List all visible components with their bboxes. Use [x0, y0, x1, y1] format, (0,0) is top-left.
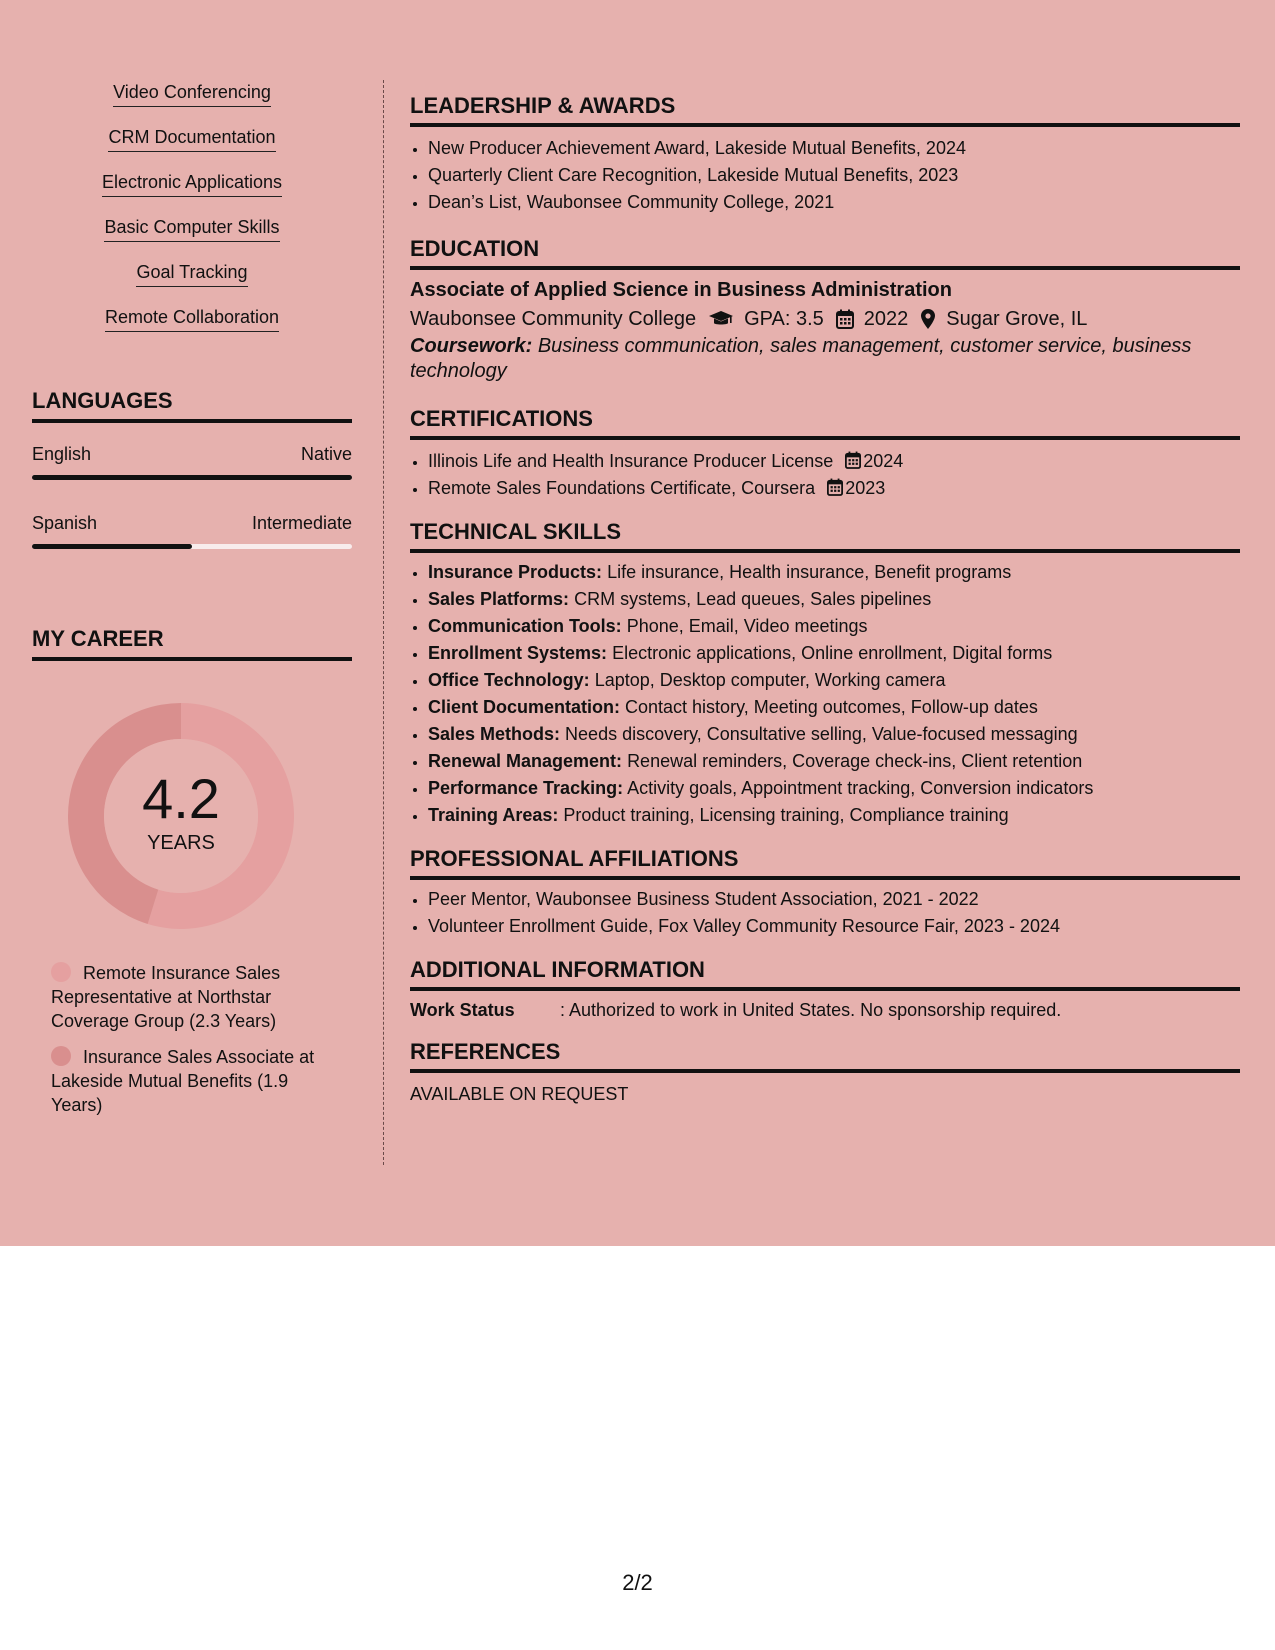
references-text: AVAILABLE ON REQUEST	[410, 1084, 629, 1104]
skill-values: Renewal reminders, Coverage check-ins, Client retention	[627, 751, 1083, 771]
skills-list	[32, 80, 352, 350]
coursework-label: Coursework:	[410, 335, 533, 357]
career-role-text: Remote Insurance Sales Representative at Northstar Coverage Group (2.3 Years)	[51, 963, 281, 1031]
language-item	[32, 512, 352, 549]
leadership-list	[410, 135, 1240, 216]
skill-item	[32, 80, 352, 125]
certification-year: 2024	[863, 451, 904, 471]
skill-label: Electronic Applications	[102, 170, 282, 197]
degree-title: Associate of Applied Science in Business Administration	[410, 279, 952, 301]
calendar-icon	[845, 451, 861, 469]
list-item: • Dean’s List, Waubonsee Community College, 2021	[428, 189, 1240, 216]
skill-label: Video Conferencing	[113, 80, 271, 107]
language-proficiency-fill	[32, 475, 352, 480]
affiliations-list	[410, 886, 1240, 940]
work-status-label: Work Status	[410, 1000, 515, 1020]
list-item	[428, 640, 1240, 667]
career-role	[51, 1045, 341, 1117]
language-proficiency-bar	[32, 475, 352, 480]
language-proficiency-fill	[32, 544, 192, 549]
list-item: • New Producer Achievement Award, Lakeside Mutual Benefits, 2024	[428, 135, 1240, 162]
gpa: GPA: 3.5	[744, 308, 824, 330]
list-item	[428, 775, 1240, 802]
skill-category: Insurance Products:	[428, 562, 603, 582]
skill-values: Activity goals, Appointment tracking, Conversion indicators	[627, 778, 1094, 798]
skill-category: Sales Platforms:	[428, 589, 570, 609]
certification-name: Remote Sales Foundations Certificate, Coursera	[428, 478, 816, 498]
list-item	[428, 586, 1240, 613]
list-item	[428, 613, 1240, 640]
page-number: 2/2	[622, 1570, 653, 1595]
list-item	[428, 448, 1240, 475]
skill-values: Life insurance, Health insurance, Benefit programs	[607, 562, 1012, 582]
coursework-text: Business communication, sales management, customer service, business technology	[410, 335, 1192, 382]
skill-values: Contact history, Meeting outcomes, Follow-up dates	[625, 697, 1038, 717]
languages-heading: LANGUAGES	[32, 387, 352, 423]
skill-values: CRM systems, Lead queues, Sales pipelines	[574, 589, 932, 609]
certification-name: Illinois Life and Health Insurance Producer License	[428, 451, 834, 471]
skill-values: Laptop, Desktop computer, Working camera	[594, 670, 946, 690]
skill-category: Training Areas:	[428, 805, 559, 825]
career-heading: MY CAREER	[32, 625, 352, 661]
work-status-value: : Authorized to work in United States. No sponsorship required.	[560, 1000, 1062, 1020]
language-name: English	[32, 444, 92, 464]
affiliations-heading: PROFESSIONAL AFFILIATIONS	[410, 845, 1240, 880]
education-heading: EDUCATION	[410, 235, 1240, 270]
skill-values: Needs discovery, Consultative selling, Value-focused messaging	[565, 724, 1078, 744]
skill-item	[32, 260, 352, 305]
calendar-icon	[836, 309, 854, 329]
skill-item	[32, 215, 352, 260]
location-pin-icon	[920, 308, 936, 330]
skill-category: Enrollment Systems:	[428, 643, 608, 663]
career-role-list	[32, 961, 341, 1117]
skill-values: Electronic applications, Online enrollment, Digital forms	[612, 643, 1053, 663]
skill-label: Basic Computer Skills	[104, 215, 279, 242]
list-item	[428, 748, 1240, 775]
list-item	[428, 802, 1240, 829]
graduation-cap-icon	[708, 309, 734, 329]
list-item	[428, 475, 1240, 502]
skill-category: Sales Methods:	[428, 724, 561, 744]
language-proficiency-bar	[32, 544, 352, 549]
skill-item	[32, 125, 352, 170]
list-item	[428, 667, 1240, 694]
list-item	[428, 559, 1240, 586]
language-level: Intermediate	[251, 513, 352, 533]
language-level: Native	[300, 444, 352, 464]
skill-label: Remote Collaboration	[105, 305, 279, 332]
leadership-heading: LEADERSHIP & AWARDS	[410, 92, 1240, 127]
list-item	[428, 721, 1240, 748]
graduation-year: 2022	[863, 308, 909, 330]
skill-category: Client Documentation:	[428, 697, 620, 717]
career-role-dot	[51, 962, 71, 982]
technical-skills-heading: TECHNICAL SKILLS	[410, 518, 1240, 553]
skill-values: Phone, Email, Video meetings	[626, 616, 868, 636]
school-name: Waubonsee Community College	[410, 308, 697, 330]
skill-item	[32, 305, 352, 350]
career-role-dot	[51, 1046, 71, 1066]
skill-values: Product training, Licensing training, Compliance training	[563, 805, 1009, 825]
language-name: Spanish	[32, 513, 98, 533]
career-role	[51, 961, 341, 1033]
skill-category: Renewal Management:	[428, 751, 623, 771]
technical-skills-list	[410, 559, 1240, 829]
list-item: • Volunteer Enrollment Guide, Fox Valley Community Resource Fair, 2023 - 2024	[428, 913, 1240, 940]
list-item: • Quarterly Client Care Recognition, Lakeside Mutual Benefits, 2023	[428, 162, 1240, 189]
career-years-label: YEARS	[147, 832, 215, 854]
column-divider	[383, 80, 384, 1165]
skill-item	[32, 170, 352, 215]
work-status-row	[410, 997, 1240, 1024]
list-item: • Peer Mentor, Waubonsee Business Student Association, 2021 - 2022	[428, 886, 1240, 913]
skill-category: Performance Tracking:	[428, 778, 624, 798]
certifications-heading: CERTIFICATIONS	[410, 405, 1240, 440]
skill-label: CRM Documentation	[108, 125, 275, 152]
additional-info-heading: ADDITIONAL INFORMATION	[410, 956, 1240, 991]
calendar-icon	[827, 478, 843, 496]
skill-category: Office Technology:	[428, 670, 590, 690]
career-donut-chart	[66, 701, 296, 931]
right-column	[410, 92, 1240, 1108]
career-total-years: 4.2	[142, 767, 220, 830]
school-location: Sugar Grove, IL	[946, 308, 1088, 330]
education-details	[410, 304, 1240, 334]
references-heading: REFERENCES	[410, 1038, 1240, 1073]
coursework	[410, 334, 1240, 384]
language-item	[32, 443, 352, 480]
skill-category: Communication Tools:	[428, 616, 622, 636]
certifications-list	[410, 448, 1240, 502]
list-item	[428, 694, 1240, 721]
career-role-text: Insurance Sales Associate at Lakeside Mutual Benefits (1.9 Years)	[51, 1047, 315, 1115]
skill-label: Goal Tracking	[136, 260, 247, 287]
left-column	[32, 80, 352, 1129]
certification-year: 2023	[845, 478, 886, 498]
